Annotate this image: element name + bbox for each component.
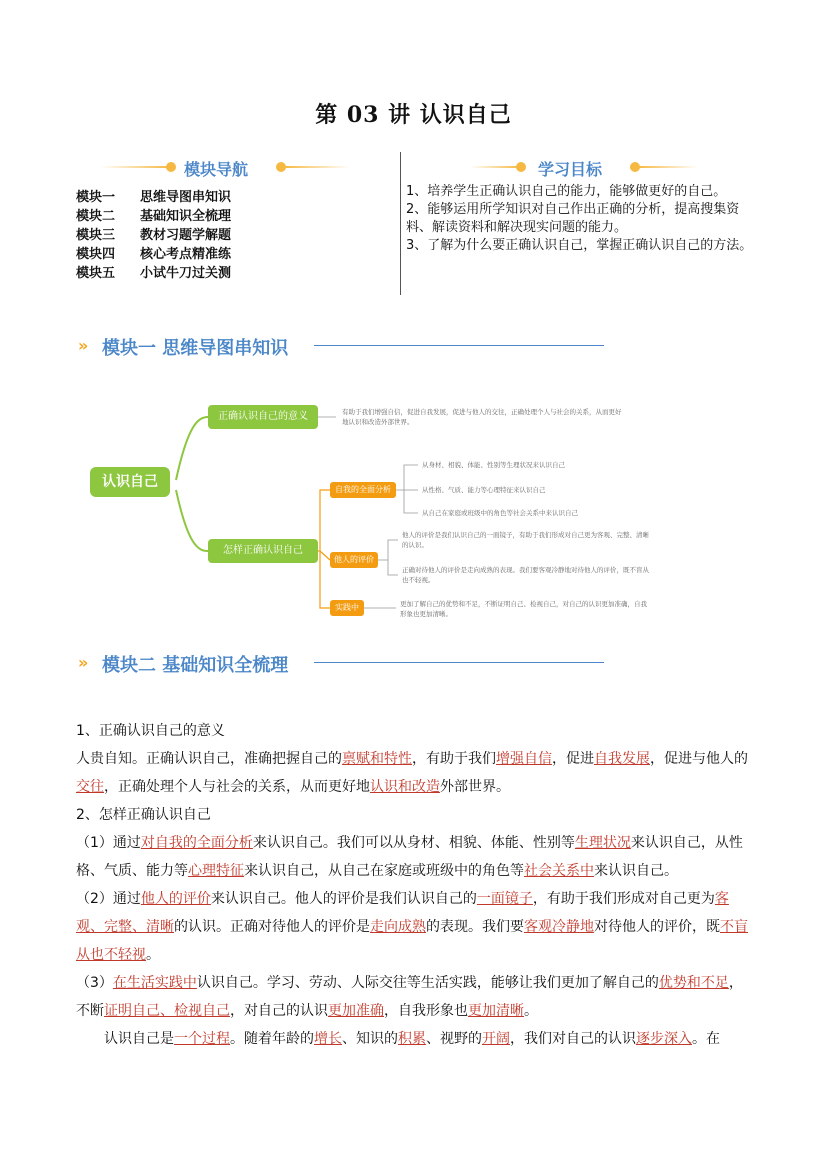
key-term: 客观冷静地 <box>524 919 594 935</box>
text-run: ，不断 <box>76 975 743 1019</box>
mindmap-subnode: 他人的评价 <box>330 552 378 568</box>
module2-title: 模块二 基础知识全梳理 <box>102 655 289 676</box>
text-run: 。 <box>146 947 160 963</box>
connector <box>176 490 208 551</box>
key-term: 不盲从也不轻视 <box>76 919 748 963</box>
module2-banner <box>78 651 608 677</box>
objectives-header <box>470 155 710 179</box>
paragraph <box>76 885 756 969</box>
divider <box>284 166 350 168</box>
page-title: 第 03 讲 认识自己 <box>315 102 512 128</box>
key-term: 走向成熟 <box>370 919 426 935</box>
objective-item: 2、能够运用所学知识对自己作出正确的分析，提高搜集资料、解读资料和解决现实问题的能力。 <box>406 202 740 235</box>
connector <box>318 490 330 551</box>
key-term: 优势和不足 <box>658 975 729 991</box>
text-run: ，有助于我们形成对自己更为 <box>532 891 715 907</box>
dot-icon <box>166 162 176 172</box>
paragraph <box>76 829 756 885</box>
section-heading: 2、怎样正确认识自己 <box>76 807 211 823</box>
mindmap <box>88 385 658 640</box>
column-divider <box>400 152 401 295</box>
key-term: 社会关系中 <box>524 863 594 879</box>
key-term: 积累 <box>398 1031 426 1047</box>
text-run: 的认识。正确对待他人的评价是 <box>174 919 370 935</box>
connector <box>320 551 330 560</box>
mindmap-root: 认识自己 <box>90 467 170 497</box>
text-run: 外部世界。 <box>440 779 510 795</box>
mindmap-branch: 正确认识自己的意义 <box>208 405 318 429</box>
divider <box>314 345 604 346</box>
text-run: 来认识自己。他人的评价是我们认识自己的 <box>210 891 477 907</box>
text-run: （3） <box>76 975 113 991</box>
nav-header <box>100 155 350 179</box>
double-chevron-icon: » <box>78 653 85 672</box>
objectives-heading: 学习目标 <box>538 160 603 179</box>
connector <box>176 417 208 480</box>
key-term: 增长 <box>314 1031 342 1047</box>
text-run: 认识自己是 <box>104 1031 174 1047</box>
mindmap-note: 有助于我们增强自信，促进自我发展，促进与他人的交往，正确处理个人与社会的关系，从而更好地认识和改造外部世界。 <box>342 408 622 426</box>
text-run: ，正确处理个人与社会的关系，从而更好地 <box>104 779 370 795</box>
nav-item: 模块一 思维导图串知识 <box>76 190 232 205</box>
nav-item: 模块三 教材习题学解题 <box>76 228 232 243</box>
mindmap-leaf: 从身材、相貌、体能、性别等生理状况来认识自己 <box>422 461 565 469</box>
key-term: 开阔 <box>482 1031 510 1047</box>
paragraph <box>76 1025 756 1053</box>
divider <box>100 166 170 168</box>
connector <box>320 551 330 608</box>
key-term: 一个过程 <box>174 1031 230 1047</box>
dot-icon <box>516 162 526 172</box>
connector <box>378 540 398 575</box>
nav-heading: 模块导航 <box>184 160 249 179</box>
key-term: 更加准确 <box>328 1003 384 1019</box>
mindmap-leaf: 从性格、气质、能力等心理特征来认识自己 <box>422 486 546 494</box>
key-term: 证明自己、检视自己 <box>104 1003 230 1019</box>
mindmap-leaf: 正确对待他人的评价是走向成熟的表现。我们要客观冷静地对待他人的评价，既不盲从也不轻视。 <box>402 566 649 584</box>
text-run: 、知识的 <box>342 1031 398 1047</box>
connector <box>396 465 418 513</box>
text-run: 来认识自己。我们可以从身材、相貌、体能、性别等 <box>252 835 575 851</box>
text-run: ，促进与他人的 <box>650 751 748 767</box>
text-run: 的表现。我们要 <box>426 919 524 935</box>
text-run: 来认识自己，从自己在家庭或班级中的角色等 <box>244 863 524 879</box>
text-run: ，有助于我们 <box>412 751 496 767</box>
key-term: 一面镜子 <box>476 891 533 907</box>
paragraph <box>76 969 756 1025</box>
key-term: 逐步深入 <box>636 1031 692 1047</box>
divider <box>638 166 698 168</box>
mindmap-subnode: 实践中 <box>330 600 364 616</box>
key-term: 对自我的全面分析 <box>140 835 253 851</box>
objective-item: 3、了解为什么要正确认识自己，掌握正确认识自己的方法。 <box>406 238 753 253</box>
text-run: （2）通过 <box>76 891 141 907</box>
key-term: 在生活实践中 <box>112 975 197 991</box>
key-term: 认识和改造 <box>370 779 440 795</box>
mindmap-leaf: 从自己在家庭或班级中的角色等社会关系中来认识自己 <box>422 509 578 517</box>
text-run: ，促进 <box>552 751 594 767</box>
text-run: 。 <box>524 1003 538 1019</box>
section-heading: 1、正确认识自己的意义 <box>76 723 225 739</box>
text-run: 。随着年龄的 <box>230 1031 314 1047</box>
objectives-list <box>406 183 756 255</box>
text-run: （1）通过 <box>76 835 141 851</box>
nav-item: 模块四 核心考点精准练 <box>76 247 232 262</box>
objective-item: 1、培养学生正确认识自己的能力，能够做更好的自己。 <box>406 184 727 199</box>
text-run: 、视野的 <box>426 1031 482 1047</box>
text-run: ，我们对自己的认识 <box>510 1031 636 1047</box>
nav-item: 模块二 基础知识全梳理 <box>76 209 232 224</box>
key-term: 他人的评价 <box>140 891 211 907</box>
paragraph <box>76 745 756 801</box>
divider <box>470 166 520 168</box>
key-term: 客观、完整、清晰 <box>76 891 729 935</box>
module1-banner <box>78 334 608 360</box>
key-term: 更加清晰 <box>468 1003 524 1019</box>
divider <box>314 662 604 663</box>
mindmap-subnode: 自我的全面分析 <box>330 482 396 498</box>
text-run: 对待他人的评价，既 <box>594 919 720 935</box>
module2-content <box>76 717 756 1053</box>
key-term: 增强自信 <box>496 751 552 767</box>
text-run: 来认识自己，从性格、气质、能力等 <box>76 835 743 879</box>
key-term: 自我发展 <box>594 751 650 767</box>
mindmap-leaf: 他人的评价是我们认识自己的一面镜子，有助于我们形成对自己更为客观、完整、清晰的认识。 <box>402 531 649 549</box>
key-term: 禀赋和特性 <box>342 751 412 767</box>
text-run: 认识自己。学习、劳动、人际交往等生活实践，能够让我们更加了解自己的 <box>196 975 659 991</box>
text-run: ，对自己的认识 <box>230 1003 328 1019</box>
key-term: 心理特征 <box>188 863 244 879</box>
nav-item: 模块五 小试牛刀过关测 <box>76 266 232 281</box>
key-term: 交往 <box>76 779 104 795</box>
text-run: 人贵自知。正确认识自己，准确把握自己的 <box>76 751 342 767</box>
text-run: 。在 <box>692 1031 720 1047</box>
key-term: 生理状况 <box>574 835 631 851</box>
text-run: ，自我形象也 <box>384 1003 468 1019</box>
module1-title: 模块一 思维导图串知识 <box>102 338 289 359</box>
mindmap-branch: 怎样正确认识自己 <box>208 539 318 563</box>
text-run: 来认识自己。 <box>594 863 678 879</box>
mindmap-leaf: 更加了解自己的优势和不足，不断证明自己、检视自己，对自己的认识更加准确，自我形象也更加清晰。 <box>400 600 647 618</box>
double-chevron-icon: » <box>78 336 85 355</box>
